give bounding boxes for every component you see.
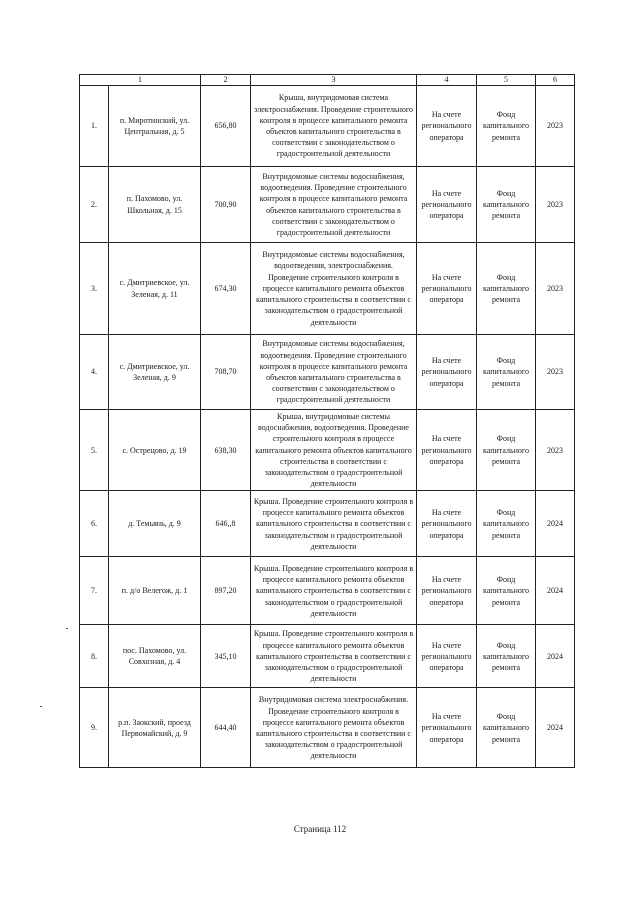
funding-source-cell: Фонд капитального ремонта — [477, 243, 536, 335]
area-cell: 708,70 — [201, 335, 251, 410]
table-row — [80, 688, 575, 768]
address-cell: п. д/о Велегож, д. 1 — [109, 557, 201, 625]
table-row — [80, 625, 575, 688]
table-row — [80, 243, 575, 335]
address-cell: д. Темьянь, д. 9 — [109, 491, 201, 557]
funding-source-cell: Фонд капитального ремонта — [477, 625, 536, 688]
year-cell: 2024 — [536, 688, 575, 768]
area-cell: 644,40 — [201, 688, 251, 768]
table-row — [80, 491, 575, 557]
address-cell: пос. Пахомово, ул. Совхозная, д. 4 — [109, 625, 201, 688]
account-cell: На счете регионального оператора — [417, 335, 477, 410]
header-cell-1: 1 — [80, 75, 201, 86]
address-cell: р.п. Заокский, проезд Первомайский, д. 9 — [109, 688, 201, 768]
year-cell: 2024 — [536, 625, 575, 688]
account-cell: На счете регионального оператора — [417, 625, 477, 688]
row-number-cell: 7. — [80, 557, 109, 625]
address-cell: с. Дмитриевское, ул. Зеленая, д. 11 — [109, 243, 201, 335]
row-number-cell: 5. — [80, 410, 109, 491]
scan-speck — [40, 706, 42, 707]
works-cell: Крыша. Проведение строительного контроля в процессе капитального ремонта объектов капитального строительства в соответствии с законодательством о градостроительной деятельности — [251, 557, 417, 625]
works-cell: Крыша, внутридомовая система электроснабжения. Проведение строительного контроля в процессе капитального ремонта объектов капитального строительства в соответствии с законодательством о градостроительной деятельности — [251, 86, 417, 167]
year-cell: 2023 — [536, 410, 575, 491]
table-row — [80, 167, 575, 243]
address-cell: с. Дмитриевское, ул. Зеленая, д. 9 — [109, 335, 201, 410]
year-cell: 2023 — [536, 167, 575, 243]
address-cell: п. Пахомово, ул. Школьная, д. 15 — [109, 167, 201, 243]
table-row — [80, 410, 575, 491]
account-cell: На счете регионального оператора — [417, 167, 477, 243]
row-number-cell: 4. — [80, 335, 109, 410]
works-cell: Внутридомовая система электроснабжения. Проведение строительного контроля в процессе капитального ремонта объектов капитального строительства в соответствии с законодательством о градостроительной деятельности — [251, 688, 417, 768]
year-cell: 2024 — [536, 491, 575, 557]
area-cell: 674,30 — [201, 243, 251, 335]
funding-source-cell: Фонд капитального ремонта — [477, 491, 536, 557]
area-cell: 897,20 — [201, 557, 251, 625]
scan-speck — [66, 628, 68, 629]
funding-source-cell: Фонд капитального ремонта — [477, 557, 536, 625]
account-cell: На счете регионального оператора — [417, 491, 477, 557]
area-cell: 638,30 — [201, 410, 251, 491]
year-cell: 2023 — [536, 243, 575, 335]
year-cell: 2023 — [536, 335, 575, 410]
row-number-cell: 6. — [80, 491, 109, 557]
area-cell: 656,80 — [201, 86, 251, 167]
account-cell: На счете регионального оператора — [417, 557, 477, 625]
header-cell-2: 2 — [201, 75, 251, 86]
funding-source-cell: Фонд капитального ремонта — [477, 410, 536, 491]
account-cell: На счете регионального оператора — [417, 410, 477, 491]
header-cell-5: 5 — [477, 75, 536, 86]
funding-source-cell: Фонд капитального ремонта — [477, 167, 536, 243]
account-cell: На счете регионального оператора — [417, 243, 477, 335]
header-cell-3: 3 — [251, 75, 417, 86]
year-cell: 2023 — [536, 86, 575, 167]
year-cell: 2024 — [536, 557, 575, 625]
row-number-cell: 1. — [80, 86, 109, 167]
works-cell: Внутридомовые системы водоснабжения, водоотведения. Проведение строительного контроля в процессе капитального ремонта объектов капитального строительства в соответствии с законодательством о градостроительной деятельности — [251, 167, 417, 243]
account-cell: На счете регионального оператора — [417, 86, 477, 167]
page-number: Страница 112 — [293, 824, 347, 834]
row-number-cell: 9. — [80, 688, 109, 768]
header-cell-4: 4 — [417, 75, 477, 86]
row-number-cell: 8. — [80, 625, 109, 688]
works-cell: Крыша. Проведение строительного контроля в процессе капитального ремонта объектов капитального строительства в соответствии с законодательством о градостроительной деятельности — [251, 491, 417, 557]
works-cell: Внутридомовые системы водоснабжения, водоотведения, электроснабжения. Проведение строительного контроля в процессе капитального ремонта объектов капитального строительства в соответствии с законодательством о градостроительной деятельности — [251, 243, 417, 335]
table-row — [80, 335, 575, 410]
row-number-cell: 3. — [80, 243, 109, 335]
table-row — [80, 86, 575, 167]
funding-source-cell: Фонд капитального ремонта — [477, 688, 536, 768]
account-cell: На счете регионального оператора — [417, 688, 477, 768]
works-table — [79, 74, 575, 768]
address-cell: с. Острецово, д. 19 — [109, 410, 201, 491]
address-cell: п. Миротинский, ул. Центральная, д. 5 — [109, 86, 201, 167]
funding-source-cell: Фонд капитального ремонта — [477, 86, 536, 167]
works-cell: Крыша. Проведение строительного контроля в процессе капитального ремонта объектов капитального строительства в соответствии с законодательством о градостроительной деятельности — [251, 625, 417, 688]
funding-source-cell: Фонд капитального ремонта — [477, 335, 536, 410]
header-cell-6: 6 — [536, 75, 575, 86]
table-row — [80, 557, 575, 625]
row-number-cell: 2. — [80, 167, 109, 243]
area-cell: 345,10 — [201, 625, 251, 688]
area-cell: 700,90 — [201, 167, 251, 243]
works-cell: Крыша, внутридомовые системы водоснабжения, водоотведения. Проведение строительного контроля в процессе капитального ремонта объектов капитального строительства в соответствии с законодательством о градостроительной деятельности — [251, 410, 417, 491]
works-cell: Внутридомовые системы водоснабжения, водоотведения. Проведение строительного контроля в процессе капитального ремонта объектов капитального строительства в соответствии с законодательством о градостроительной деятельности — [251, 335, 417, 410]
area-cell: 646,,8 — [201, 491, 251, 557]
table-header-row — [80, 75, 575, 86]
